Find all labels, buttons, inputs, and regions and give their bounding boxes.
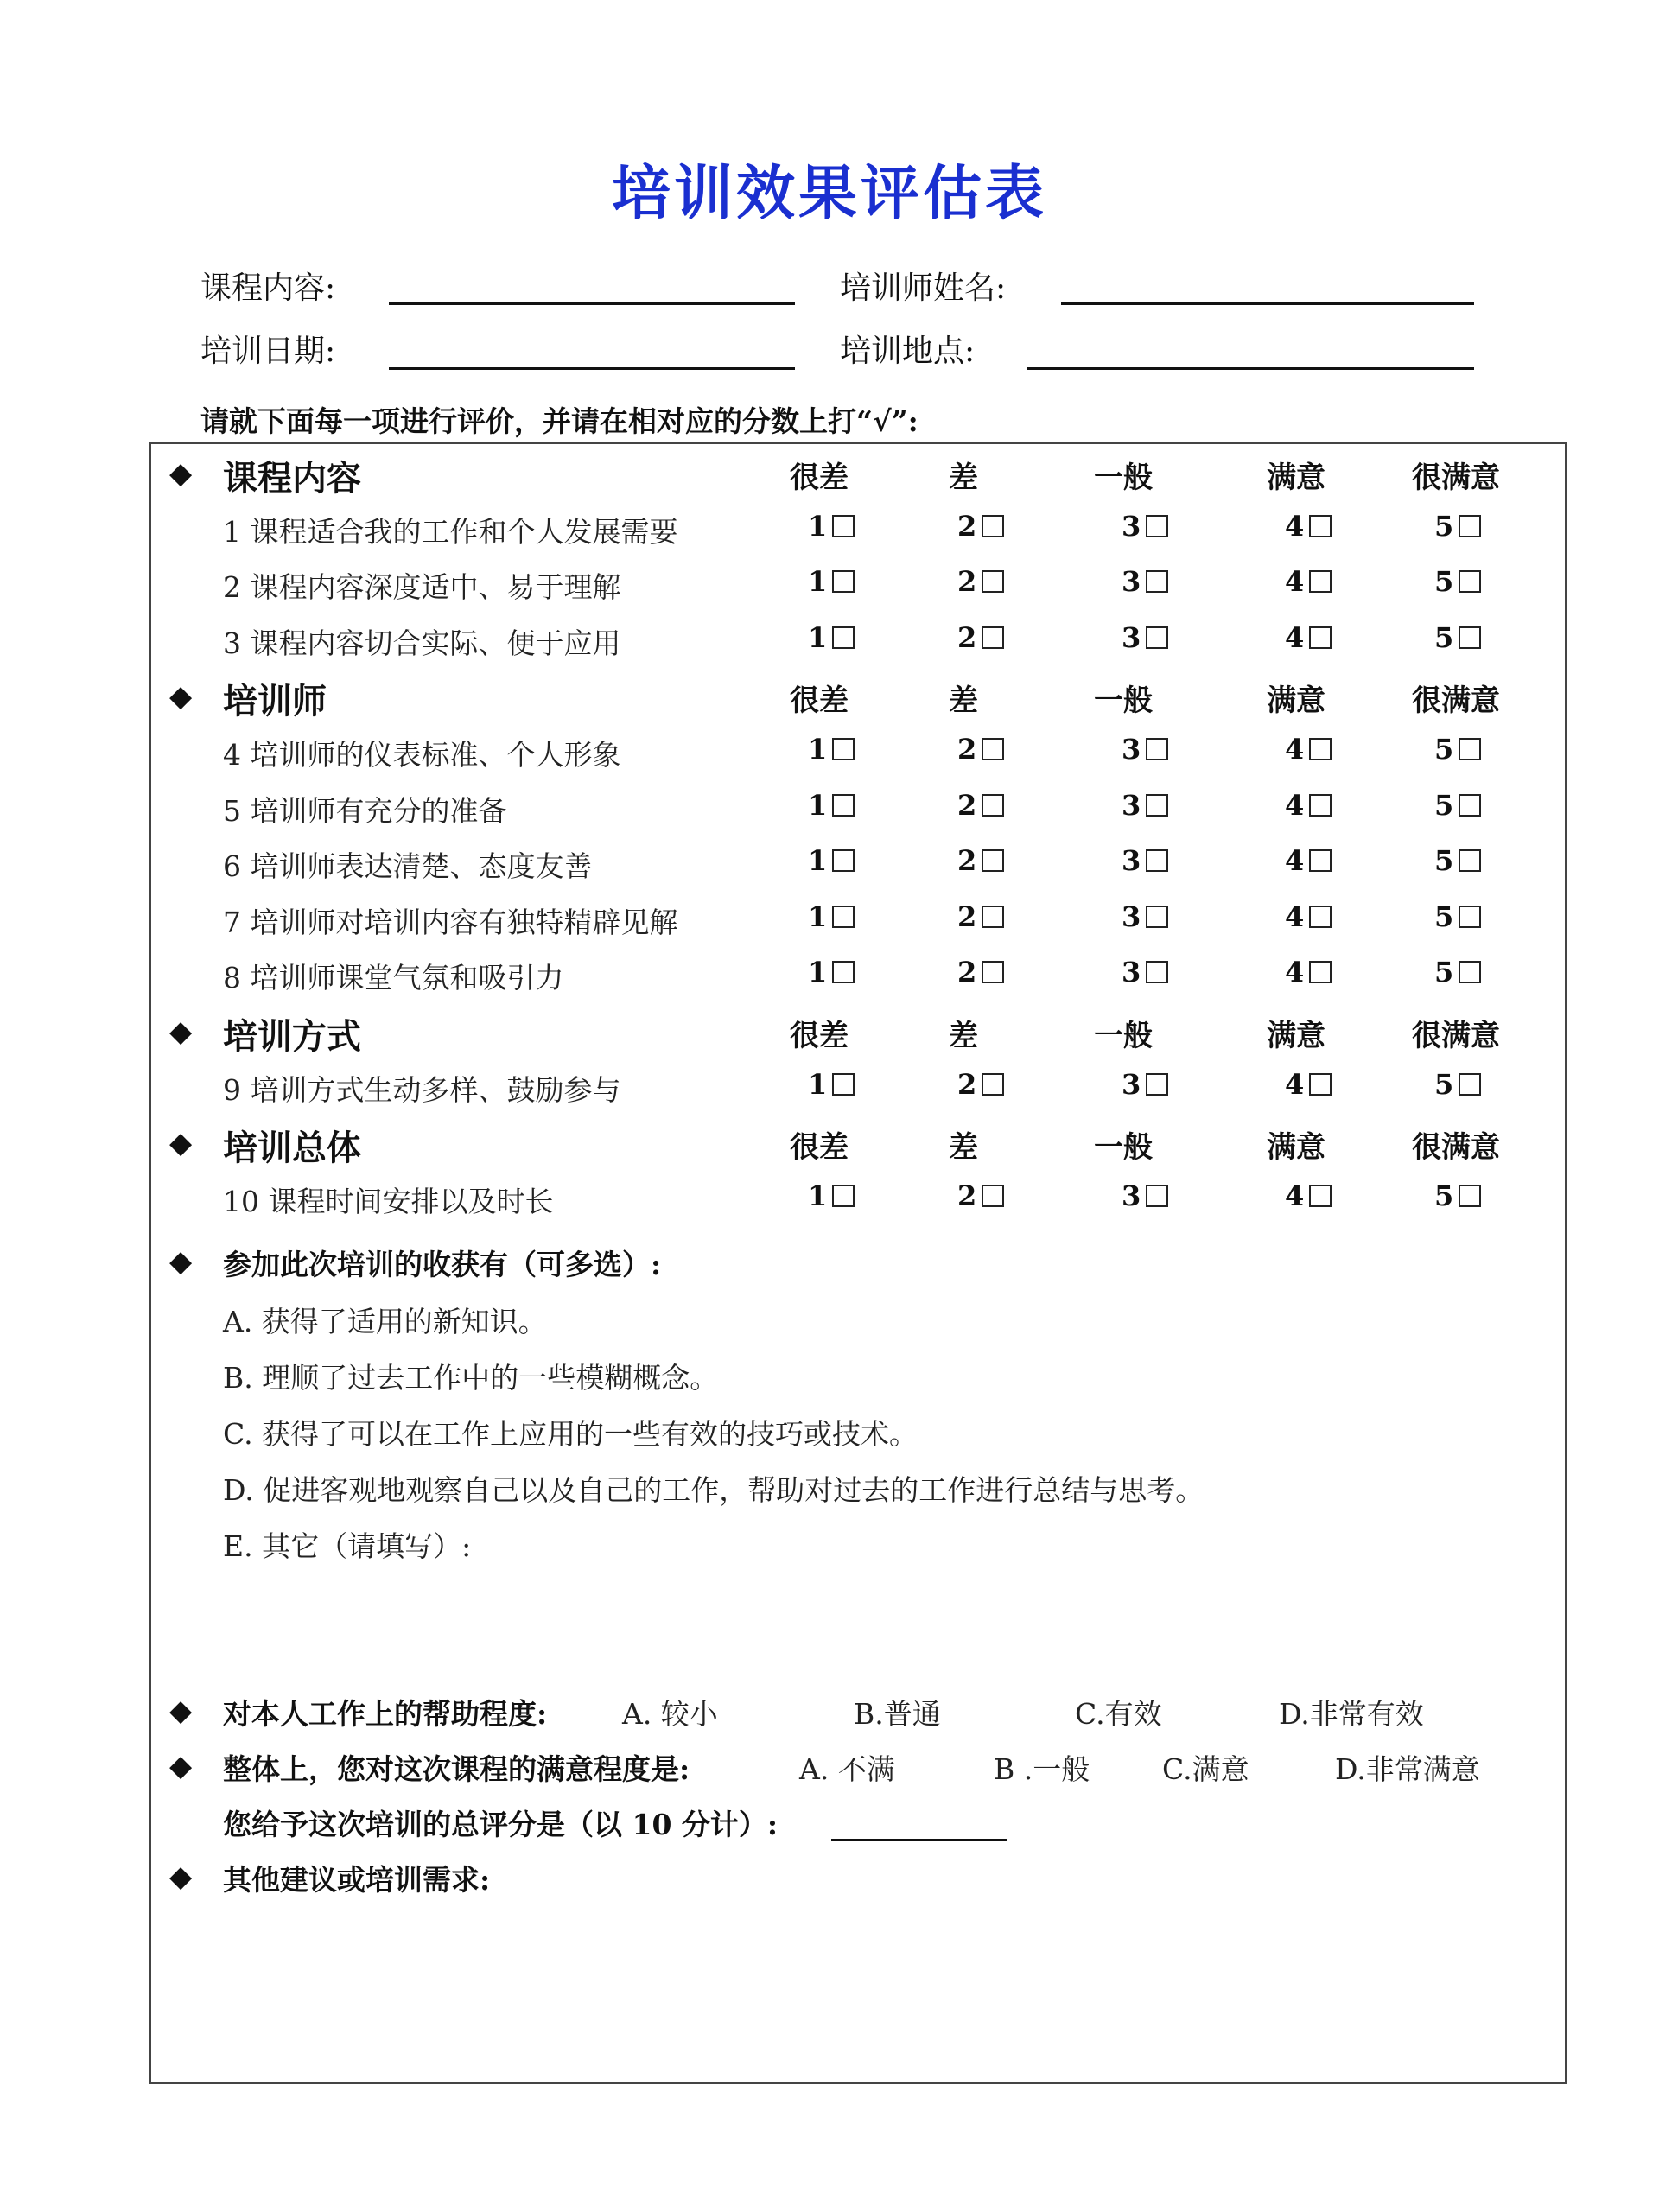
score-option[interactable] <box>1285 733 1332 766</box>
checkbox[interactable] <box>1459 906 1481 928</box>
score-option[interactable] <box>1434 1068 1481 1101</box>
checkbox[interactable] <box>1309 626 1332 649</box>
rating-item-label: 5 培训师有充分的准备 <box>223 793 507 828</box>
score-option[interactable] <box>1434 510 1481 543</box>
score-option[interactable] <box>957 733 1004 766</box>
checkbox[interactable] <box>1309 570 1332 593</box>
score-number: 2 <box>957 956 977 989</box>
help-question: 对本人工作上的帮助程度: <box>223 1697 548 1731</box>
rating-item-label: 1 课程适合我的工作和个人发展需要 <box>223 514 678 549</box>
score-option[interactable] <box>1434 1179 1481 1212</box>
score-option[interactable] <box>1122 900 1168 933</box>
score-number: 5 <box>1434 956 1454 989</box>
score-option[interactable] <box>808 956 855 988</box>
rating-item-label: 3 课程内容切合实际、便于应用 <box>223 626 621 660</box>
score-option[interactable] <box>1122 956 1168 988</box>
section-title: 培训师 <box>223 681 327 722</box>
bullet-diamond-icon: ◆ <box>169 1859 193 1894</box>
checkbox[interactable] <box>832 906 855 928</box>
checkbox[interactable] <box>1146 570 1168 593</box>
scale-header: 满意 <box>1267 1019 1325 1053</box>
checkbox[interactable] <box>1459 794 1481 817</box>
scale-header: 很差 <box>790 461 849 495</box>
checkbox[interactable] <box>1309 794 1332 817</box>
checkbox[interactable] <box>1459 626 1481 649</box>
checkbox[interactable] <box>1459 738 1481 760</box>
score-number: 1 <box>808 956 828 989</box>
checkbox[interactable] <box>832 794 855 817</box>
checkbox[interactable] <box>982 1073 1004 1096</box>
help-option-b[interactable]: B.普通 <box>854 1697 941 1731</box>
score-option[interactable] <box>808 621 855 654</box>
score-option[interactable] <box>1434 565 1481 598</box>
score-number: 3 <box>1122 899 1141 933</box>
score-number: 4 <box>1285 844 1305 878</box>
total-score-label: 您给予这次培训的总评分是（以 10 分计）: <box>223 1808 779 1841</box>
score-option[interactable] <box>1434 900 1481 933</box>
score-number: 1 <box>808 733 828 766</box>
scale-header: 很差 <box>790 1019 849 1053</box>
score-number: 3 <box>1122 565 1141 599</box>
checkbox[interactable] <box>1146 794 1168 817</box>
page-title: 培训效果评估表 <box>611 160 1047 228</box>
checkbox[interactable] <box>832 1185 855 1207</box>
gains-option-d[interactable]: D. 促进客观地观察自己以及自己的工作，帮助对过去的工作进行总结与思考。 <box>223 1473 1205 1507</box>
satisfaction-option-c[interactable]: C.满意 <box>1162 1752 1249 1786</box>
score-number: 1 <box>808 899 828 933</box>
total-score-field[interactable] <box>831 1839 1007 1841</box>
checkbox[interactable] <box>982 738 1004 760</box>
score-option[interactable] <box>808 1068 855 1101</box>
score-option[interactable] <box>1434 844 1481 877</box>
score-number: 4 <box>1285 788 1305 822</box>
score-option[interactable] <box>1122 789 1168 822</box>
satisfaction-option-a[interactable]: A. 不满 <box>799 1752 895 1786</box>
score-number: 2 <box>957 620 977 654</box>
checkbox[interactable] <box>1309 738 1332 760</box>
checkbox[interactable] <box>1146 626 1168 649</box>
score-number: 1 <box>808 620 828 654</box>
course-content-label: 课程内容: <box>200 270 336 306</box>
score-option[interactable] <box>1285 621 1332 654</box>
score-option[interactable] <box>1285 789 1332 822</box>
rating-item-label: 8 培训师课堂气氛和吸引力 <box>223 961 564 995</box>
score-number: 2 <box>957 509 977 543</box>
checkbox[interactable] <box>1146 849 1168 872</box>
score-option[interactable] <box>1434 789 1481 822</box>
section-title: 培训方式 <box>223 1016 361 1057</box>
scale-header: 差 <box>949 1019 978 1053</box>
checkbox[interactable] <box>832 849 855 872</box>
checkbox[interactable] <box>1459 849 1481 872</box>
checkbox[interactable] <box>1459 1185 1481 1207</box>
score-option[interactable] <box>1122 565 1168 598</box>
checkbox[interactable] <box>982 515 1004 537</box>
section-title: 课程内容 <box>223 458 361 499</box>
score-number: 1 <box>808 788 828 822</box>
score-option[interactable] <box>1122 510 1168 543</box>
checkbox[interactable] <box>1146 961 1168 983</box>
score-option[interactable] <box>808 900 855 933</box>
score-option[interactable] <box>1434 621 1481 654</box>
rating-item-label: 4 培训师的仪表标准、个人形象 <box>223 738 621 772</box>
rating-item-label: 7 培训师对培训内容有独特精辟见解 <box>223 905 678 939</box>
trainer-name-field[interactable] <box>1061 302 1474 305</box>
score-option[interactable] <box>957 1179 1004 1212</box>
checkbox[interactable] <box>1309 515 1332 537</box>
score-option[interactable] <box>1122 621 1168 654</box>
instruction-text: 请就下面每一项进行评价，并请在相对应的分数上打“√”: <box>200 404 918 438</box>
satisfaction-option-d[interactable]: D.非常满意 <box>1335 1752 1480 1786</box>
score-number: 2 <box>957 788 977 822</box>
scale-header: 一般 <box>1094 461 1153 495</box>
score-option[interactable] <box>1285 1179 1332 1212</box>
checkbox[interactable] <box>1459 515 1481 537</box>
help-option-a[interactable]: A. 较小 <box>622 1697 718 1731</box>
bullet-diamond-icon: ◆ <box>169 1694 193 1728</box>
score-option[interactable] <box>808 565 855 598</box>
checkbox[interactable] <box>982 794 1004 817</box>
score-number: 5 <box>1434 844 1454 878</box>
score-option[interactable] <box>808 510 855 543</box>
score-number: 2 <box>957 1067 977 1101</box>
training-location-label: 培训地点: <box>840 334 976 369</box>
score-option[interactable] <box>1285 844 1332 877</box>
score-option[interactable] <box>1285 956 1332 988</box>
training-date-label: 培训日期: <box>200 334 336 369</box>
checkbox[interactable] <box>982 626 1004 649</box>
scale-header: 一般 <box>1094 1130 1153 1166</box>
checkbox[interactable] <box>1309 906 1332 928</box>
scale-header: 差 <box>949 1130 978 1166</box>
rating-item-label: 10 课程时间安排以及时长 <box>223 1184 554 1218</box>
scale-header: 很差 <box>790 1130 849 1166</box>
score-option[interactable] <box>808 1179 855 1212</box>
trainer-name-label: 培训师姓名: <box>840 270 1007 306</box>
score-option[interactable] <box>808 733 855 766</box>
checkbox[interactable] <box>1146 738 1168 760</box>
checkbox[interactable] <box>832 626 855 649</box>
scale-header: 很满意 <box>1412 1130 1500 1166</box>
score-number: 5 <box>1434 1067 1454 1101</box>
training-date-field[interactable] <box>389 367 795 370</box>
score-number: 2 <box>957 1179 977 1212</box>
checkbox[interactable] <box>1309 1073 1332 1096</box>
suggestions-area[interactable] <box>223 1914 1519 2061</box>
gains-option-a[interactable]: A. 获得了适用的新知识。 <box>223 1305 547 1338</box>
score-number: 1 <box>808 509 828 543</box>
score-option[interactable] <box>957 900 1004 933</box>
scale-header: 满意 <box>1267 1130 1325 1166</box>
checkbox[interactable] <box>1459 1073 1481 1096</box>
score-option[interactable] <box>808 844 855 877</box>
score-number: 4 <box>1285 1179 1305 1212</box>
score-option[interactable] <box>1122 1179 1168 1212</box>
score-number: 4 <box>1285 620 1305 654</box>
scale-header: 一般 <box>1094 1019 1153 1053</box>
score-option[interactable] <box>1285 510 1332 543</box>
score-number: 3 <box>1122 956 1141 989</box>
checkbox[interactable] <box>1309 849 1332 872</box>
scale-header: 差 <box>949 461 978 495</box>
checkbox[interactable] <box>982 849 1004 872</box>
score-option[interactable] <box>957 621 1004 654</box>
checkbox[interactable] <box>1459 570 1481 593</box>
score-number: 5 <box>1434 733 1454 766</box>
bullet-diamond-icon: ◆ <box>169 679 193 715</box>
gains-question: 参加此次培训的收获有（可多选）: <box>223 1248 662 1281</box>
rating-item-label: 9 培训方式生动多样、鼓励参与 <box>223 1072 621 1107</box>
score-number: 3 <box>1122 844 1141 878</box>
help-option-d[interactable]: D.非常有效 <box>1279 1697 1424 1731</box>
scale-header: 很满意 <box>1412 1019 1500 1053</box>
checkbox[interactable] <box>832 515 855 537</box>
score-option[interactable] <box>808 789 855 822</box>
suggestions-label: 其他建议或培训需求: <box>223 1863 491 1897</box>
score-number: 4 <box>1285 733 1305 766</box>
score-option[interactable] <box>957 510 1004 543</box>
checkbox[interactable] <box>1309 1185 1332 1207</box>
gains-option-c[interactable]: C. 获得了可以在工作上应用的一些有效的技巧或技术。 <box>223 1417 918 1451</box>
gains-option-e[interactable]: E. 其它（请填写）: <box>223 1529 472 1563</box>
scale-header: 满意 <box>1267 461 1325 495</box>
training-location-field[interactable] <box>1027 367 1474 370</box>
score-number: 5 <box>1434 509 1454 543</box>
score-number: 5 <box>1434 620 1454 654</box>
score-number: 4 <box>1285 899 1305 933</box>
score-option[interactable] <box>957 565 1004 598</box>
course-content-field[interactable] <box>389 302 795 305</box>
score-number: 3 <box>1122 788 1141 822</box>
checkbox[interactable] <box>832 738 855 760</box>
score-option[interactable] <box>1285 1068 1332 1101</box>
score-number: 2 <box>957 733 977 766</box>
score-number: 3 <box>1122 1067 1141 1101</box>
score-number: 3 <box>1122 509 1141 543</box>
checkbox[interactable] <box>1146 515 1168 537</box>
scale-header: 差 <box>949 683 978 719</box>
checkbox[interactable] <box>832 1073 855 1096</box>
gains-option-b[interactable]: B. 理顺了过去工作中的一些模糊概念。 <box>223 1361 719 1395</box>
section-title: 培训总体 <box>223 1128 361 1169</box>
checkbox[interactable] <box>1459 961 1481 983</box>
checkbox[interactable] <box>1146 1185 1168 1207</box>
rating-item-label: 6 培训师表达清楚、态度友善 <box>223 849 593 884</box>
score-option[interactable] <box>957 844 1004 877</box>
score-option[interactable] <box>1285 565 1332 598</box>
scale-header: 很满意 <box>1412 461 1500 495</box>
checkbox[interactable] <box>1309 961 1332 983</box>
score-number: 1 <box>808 565 828 599</box>
score-number: 1 <box>808 1067 828 1101</box>
bullet-diamond-icon: ◆ <box>169 1014 193 1049</box>
scale-header: 很差 <box>790 683 849 719</box>
score-number: 3 <box>1122 620 1141 654</box>
checkbox[interactable] <box>1146 906 1168 928</box>
score-number: 4 <box>1285 1067 1305 1101</box>
score-number: 4 <box>1285 565 1305 599</box>
scale-header: 满意 <box>1267 683 1325 719</box>
score-number: 4 <box>1285 956 1305 989</box>
score-option[interactable] <box>1122 733 1168 766</box>
score-number: 3 <box>1122 733 1141 766</box>
score-option[interactable] <box>1122 844 1168 877</box>
checkbox[interactable] <box>982 906 1004 928</box>
score-number: 5 <box>1434 565 1454 599</box>
scale-header: 一般 <box>1094 683 1153 719</box>
satisfaction-option-b[interactable]: B .一般 <box>994 1752 1090 1786</box>
score-number: 5 <box>1434 899 1454 933</box>
score-number: 3 <box>1122 1179 1141 1212</box>
checkbox[interactable] <box>982 961 1004 983</box>
score-option[interactable] <box>1434 956 1481 988</box>
bullet-diamond-icon: ◆ <box>169 1749 193 1783</box>
checkbox[interactable] <box>832 570 855 593</box>
help-option-c[interactable]: C.有效 <box>1075 1697 1162 1731</box>
score-number: 5 <box>1434 1179 1454 1212</box>
checkbox[interactable] <box>982 1185 1004 1207</box>
scale-header: 很满意 <box>1412 683 1500 719</box>
score-option[interactable] <box>957 1068 1004 1101</box>
checkbox[interactable] <box>1146 1073 1168 1096</box>
satisfaction-question: 整体上，您对这次课程的满意程度是: <box>223 1752 690 1786</box>
score-option[interactable] <box>957 789 1004 822</box>
score-number: 5 <box>1434 788 1454 822</box>
score-option[interactable] <box>1122 1068 1168 1101</box>
bullet-diamond-icon: ◆ <box>169 456 193 491</box>
rating-item-label: 2 课程内容深度适中、易于理解 <box>223 570 621 605</box>
score-number: 2 <box>957 844 977 878</box>
bullet-diamond-icon: ◆ <box>169 1126 193 1161</box>
score-number: 1 <box>808 844 828 878</box>
score-number: 2 <box>957 565 977 599</box>
score-number: 1 <box>808 1179 828 1212</box>
checkbox[interactable] <box>832 961 855 983</box>
score-number: 2 <box>957 899 977 933</box>
bullet-diamond-icon: ◆ <box>169 1244 193 1279</box>
score-option[interactable] <box>1285 900 1332 933</box>
score-option[interactable] <box>957 956 1004 988</box>
score-option[interactable] <box>1434 733 1481 766</box>
checkbox[interactable] <box>982 570 1004 593</box>
score-number: 4 <box>1285 509 1305 543</box>
